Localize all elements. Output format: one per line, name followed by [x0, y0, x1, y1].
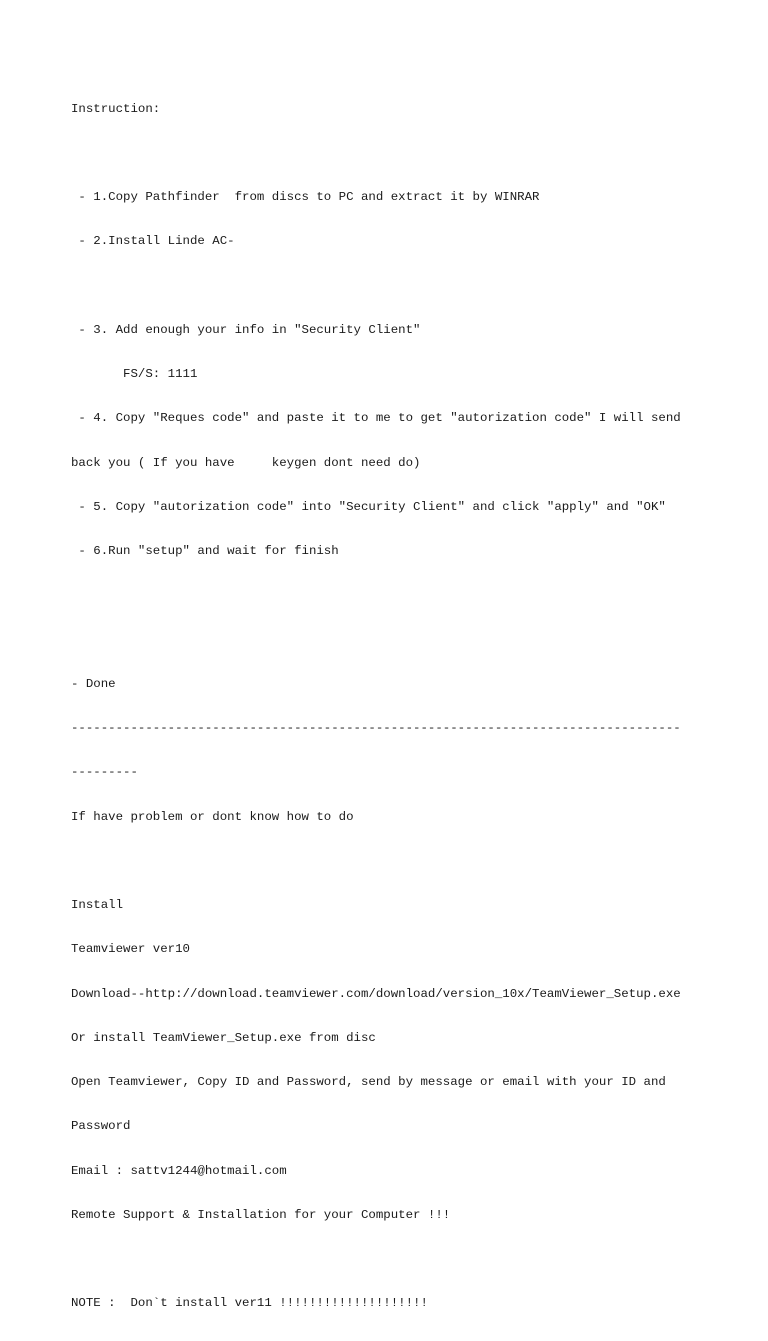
step-6: - 6.Run "setup" and wait for finish	[71, 544, 339, 558]
email-line: Email : sattv1244@hotmail.com	[71, 1163, 287, 1178]
step-1: - 1.Copy Pathfinder from discs to PC and extract it by WINRAR	[71, 190, 540, 204]
remote-support-line: Remote Support & Installation for your Computer !!!	[71, 1207, 451, 1222]
blank-line	[71, 588, 711, 603]
instruction-text	[71, 72, 711, 1341]
help-heading: If have problem or dont know how to do	[71, 809, 354, 824]
install-from-disc: Or install TeamViewer_Setup.exe from disc	[71, 1030, 376, 1045]
install-label: Install	[71, 898, 124, 912]
done-line: - Done	[71, 676, 116, 691]
step-5: - 5. Copy "autorization code" into "Security Client" and click "apply" and "OK"	[71, 499, 666, 514]
blank-line	[71, 1252, 711, 1267]
step-2: - 2.Install Linde AC-	[71, 234, 235, 249]
blank-line	[71, 633, 711, 648]
teamviewer-version: Teamviewer ver10	[71, 942, 190, 957]
blank-line	[71, 854, 711, 869]
step-4-continued: back you ( If you have keygen dont need do)	[71, 455, 421, 470]
download-url: Download--http://download.teamviewer.com/download/version_10x/TeamViewer_Setup.exe	[71, 986, 681, 1001]
blank-line	[71, 146, 711, 161]
step-4: - 4. Copy "Reques code" and paste it to me to get "autorization code" I will send	[71, 411, 681, 426]
separator-line-wrap: ---------	[71, 765, 138, 780]
step-3-detail: FS/S: 1111	[71, 367, 198, 381]
note-line: NOTE : Don`t install ver11 !!!!!!!!!!!!!!!!!!!!	[71, 1296, 428, 1311]
open-teamviewer-instruction-wrap: Password	[71, 1119, 131, 1134]
separator-line: ----------------------------------------------------------------------------------	[71, 721, 681, 735]
blank-line	[71, 279, 711, 294]
heading-instruction: Instruction:	[71, 101, 161, 116]
open-teamviewer-instruction: Open Teamviewer, Copy ID and Password, send by message or email with your ID and	[71, 1075, 666, 1089]
step-3: - 3. Add enough your info in "Security Client"	[71, 322, 421, 337]
